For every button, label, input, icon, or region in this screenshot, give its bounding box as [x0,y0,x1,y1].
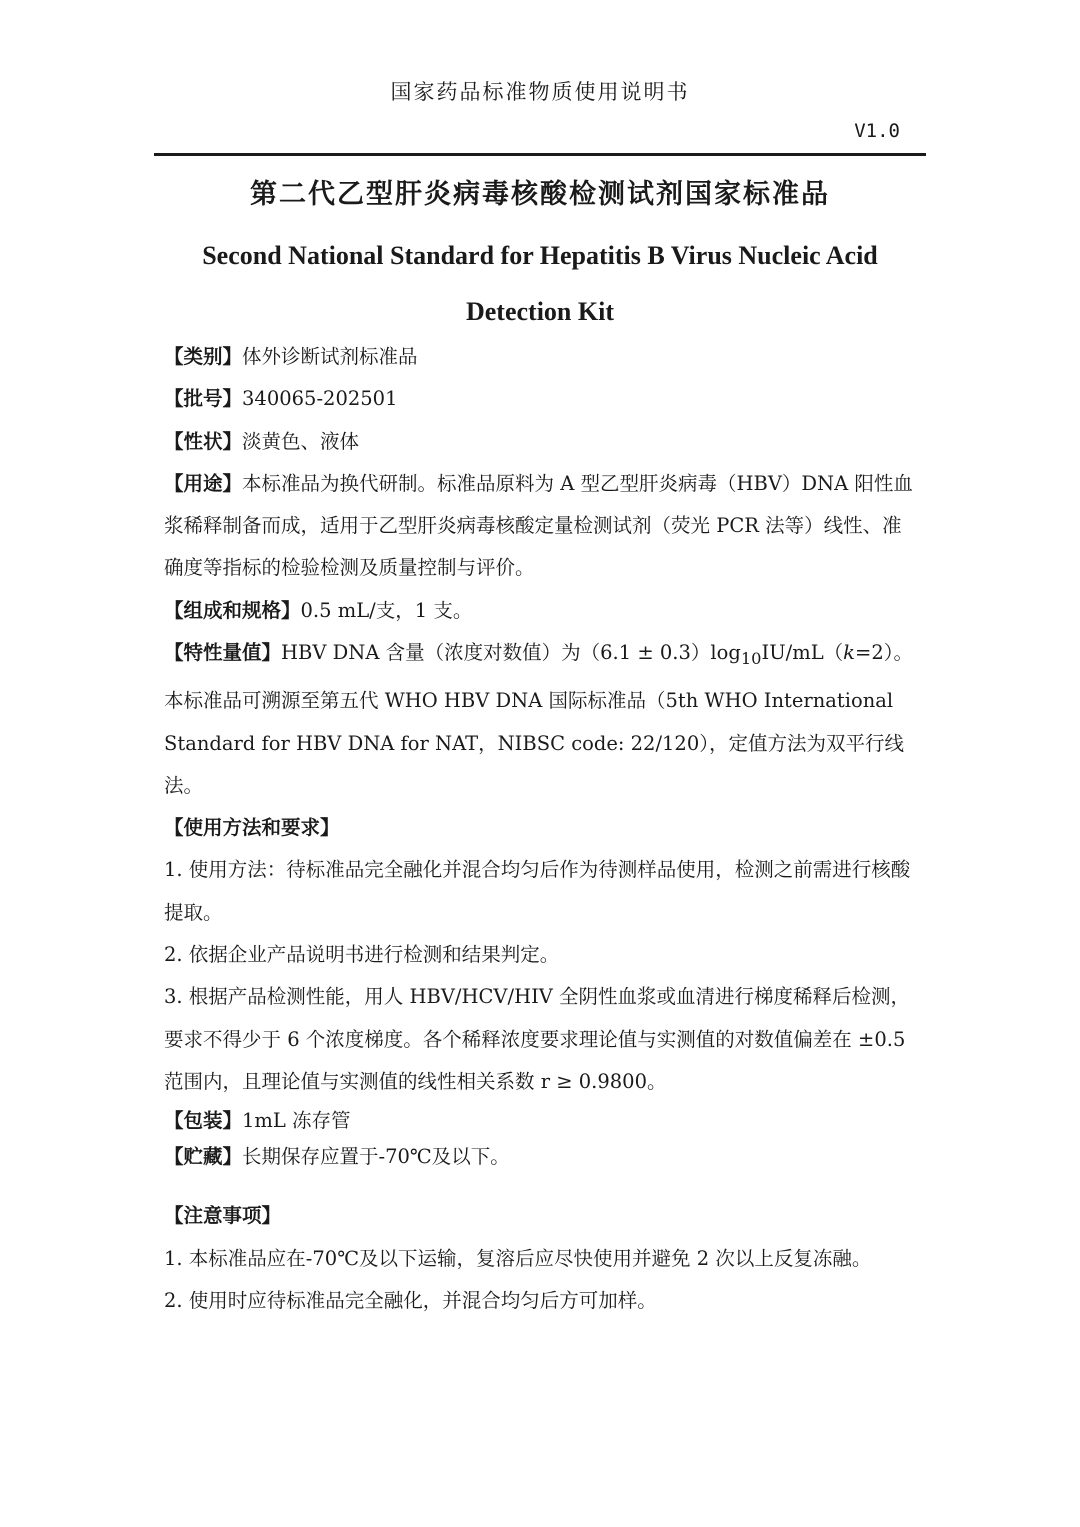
section-label: 【使用方法和要求】 [164,816,340,840]
field-label: 【用途】 [164,471,243,495]
field-batch [164,378,920,420]
notes-item: 1. 本标准品应在-70℃及以下运输，复溶后应尽快使用并避免 2 次以上反复冻融。 [164,1246,872,1270]
property-text-part3: =2）。本标准品可溯源至第五代 WHO HBV DNA 国际标准品（5th WHO International Standard for HBV DNA for NAT，NIBSC code: 22/120），定值方法为双平行线法。 [164,641,913,797]
version-label: V1.0 [854,120,900,142]
field-label: 【性状】 [164,429,243,453]
field-label: 【特性量值】 [164,641,282,665]
field-value: 0.5 mL/支，1 支。 [300,598,473,622]
log-subscript: 10 [740,648,762,668]
coverage-factor-k: k [843,641,855,665]
field-value: 1mL 冻存管 [242,1109,351,1133]
property-text-part1: HBV DNA 含量（浓度对数值）为（6.1 ± 0.3）log [281,641,741,665]
spacer [164,1175,920,1195]
field-composition [164,590,920,632]
section-label: 【注意事项】 [164,1204,282,1228]
field-value: 体外诊断试剂标准品 [242,345,418,368]
field-appearance [164,421,920,463]
section-method-heading [164,807,920,849]
field-value: 本标准品为换代研制。标准品原料为 A 型乙型肝炎病毒（HBV）DNA 阳性血浆稀释制备而成，适用于乙型肝炎病毒核酸定量检测试剂（荧光 PCR 法等）线性、准确度等指标的检验检测及质量控制与评价。 [164,471,913,580]
method-item: 2. 依据企业产品说明书进行检测和结果判定。 [164,943,560,967]
field-value: 长期保存应置于-70℃及以下。 [242,1145,510,1169]
field-label: 【类别】 [164,345,243,368]
document-type-header: 国家药品标准物质使用说明书 [390,80,690,104]
property-text-part2: IU/mL（ [761,641,844,665]
field-property-value [164,632,920,807]
method-item: 3. 根据产品检测性能，用人 HBV/HCV/HIV 全阴性血浆或血清进行梯度稀释后检测，要求不得少于 6 个浓度梯度。各个稀释浓度要求理论值与实测值的对数值偏差在 ±0.5 范围内，且理论值与实测值的线性相关系数 r ≥ 0.9800。 [164,985,911,1093]
field-usage [164,463,920,590]
field-label: 【包装】 [164,1109,243,1133]
title-english: Second National Standard for Hepatitis B Virus Nucleic Acid Detection Kit [202,241,878,326]
field-category [164,336,920,378]
document-body [164,336,920,1322]
field-label: 【批号】 [164,387,243,411]
field-value: 340065-202501 [242,387,398,411]
field-label: 【组成和规格】 [164,598,301,622]
header-divider [154,153,926,156]
title-chinese: 第二代乙型肝炎病毒核酸检测试剂国家标准品 [250,179,830,210]
field-value: 淡黄色、液体 [242,429,360,453]
section-notes-heading [164,1195,920,1237]
field-storage [164,1139,920,1175]
method-item: 1. 使用方法：待标准品完全融化并混合均匀后作为待测样品使用，检测之前需进行核酸提取。 [164,858,911,924]
field-package [164,1103,920,1139]
notes-item: 2. 使用时应待标准品完全融化，并混合均匀后方可加样。 [164,1288,657,1312]
field-label: 【贮藏】 [164,1145,243,1169]
